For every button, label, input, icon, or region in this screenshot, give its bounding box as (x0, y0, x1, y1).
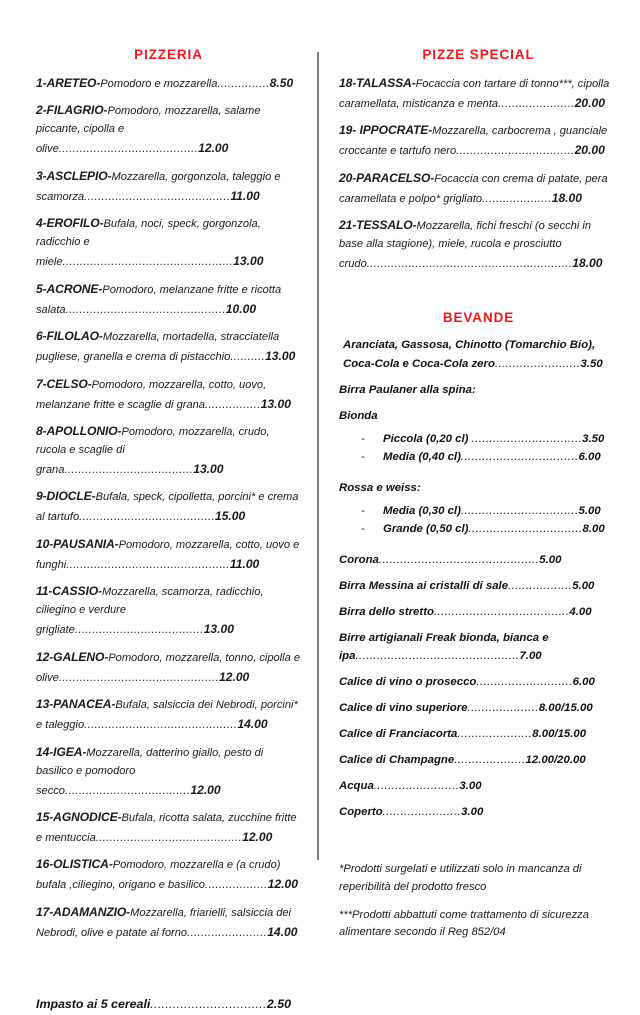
option-text (383, 431, 618, 448)
leader-dots: .................. (508, 579, 573, 592)
item-description: Pomodoro, mozzarella, tonno, cipolla e olive (36, 651, 301, 684)
leader-dots: .................... (454, 753, 526, 766)
drink-price: 4.00 (569, 605, 592, 618)
item-name: 14-IGEA- (36, 744, 87, 759)
option-price: 3.50 (582, 433, 605, 446)
special-and-drinks-column (317, 0, 640, 939)
footnote: ***Prodotti abbattuti come trattamento di sicurezza alimentare secondo il Reg 852/04 (339, 909, 589, 939)
item-name: 7-CELSO- (36, 376, 92, 391)
drink-price: 8.00/15.00 (532, 728, 587, 740)
option-price: 5.00 (578, 505, 601, 518)
item-description: Pomodoro, mozzarella, cotto, uovo e funghi (36, 538, 300, 571)
item-price: 13.00 (193, 461, 224, 476)
item-price: 14.00 (237, 717, 268, 732)
item-price: 2.50 (266, 996, 292, 1011)
item-description: Pomodoro, mozzarella, cotto, uovo, melanzane fritte e scaglie di grana (36, 378, 267, 411)
item-price: 13.00 (260, 396, 291, 411)
section-title-bevande: BEVANDE (442, 310, 515, 326)
leader-dots: .................................. (456, 145, 575, 158)
leader-dots: ........................ (494, 357, 581, 370)
option-label: Piccola (0,20 cl) (383, 433, 472, 446)
list-item (361, 503, 618, 520)
item-name: 19- IPPOCRATE- (339, 123, 433, 138)
item-description: Mozzarella, mortadella, stracciatella pugliese, granella e crema di pistacchio (36, 331, 280, 364)
drink-label: Birre artigianali Freak bionda, bianca e ipa (339, 631, 549, 663)
drink-price: 3.50 (580, 357, 603, 370)
menu-item (36, 582, 301, 640)
drink-label: Calice di vino o prosecco (339, 676, 477, 689)
item-name: 2-FILAGRIO- (36, 103, 108, 118)
item-description: Bufala, salsiccia dei Nebrodi, porcini* e taleggio (36, 699, 298, 732)
bullet-dash: - (361, 451, 365, 464)
leader-dots: .......................................... (95, 831, 243, 844)
menu-item (36, 743, 301, 801)
option-text (383, 503, 618, 520)
option-text (383, 449, 618, 466)
bullet-dash: - (361, 523, 365, 536)
item-name: 5-ACRONE- (36, 281, 103, 296)
leader-dots: .......... (230, 351, 266, 364)
footnote: *Prodotti surgelati e utilizzati solo in mancanza di reperibilità del prodotto fresco (339, 863, 582, 893)
item-name: 17-ADAMANZIO- (36, 904, 131, 919)
leader-dots: ........................ (373, 779, 460, 792)
drink-price: 12.00/20.00 (525, 753, 586, 766)
item-description: Mozzarella, gorgonzola, taleggio e scamorza (36, 170, 281, 203)
item-price: 12.00 (242, 829, 273, 844)
list-item (361, 521, 618, 538)
item-name: 8-APOLLONIO- (36, 424, 122, 439)
menu-item (36, 74, 301, 94)
drink-item (339, 803, 618, 821)
item-name: 16-OLISTICA- (36, 857, 113, 872)
bullet-dash: - (361, 505, 365, 518)
menu-item (36, 101, 301, 159)
menu-item (36, 808, 301, 848)
drink-price: 6.00 (572, 676, 595, 689)
item-description: Focaccia con tartare di tonno***, cipolla caramellata, misticanza e menta (339, 78, 610, 110)
item-price: 20.00 (574, 95, 605, 110)
drink-label: Calice di Franciacorta (339, 728, 458, 740)
leader-dots: ................................ (468, 523, 583, 536)
drink-item (339, 699, 618, 717)
menu-item (36, 327, 301, 367)
item-description: Bufala, noci, speck, gorgonzola, radicchio e miele (36, 218, 261, 269)
option-price: 6.00 (578, 451, 601, 464)
leader-dots: ....................................... (79, 511, 215, 524)
leader-dots: ................................. (460, 451, 579, 464)
leader-dots: ...................................... (433, 605, 570, 618)
section-title-pizzeria: PIZZERIA (134, 47, 203, 62)
drink-price: 3.00 (459, 779, 482, 792)
drink-price: 3.00 (461, 805, 484, 818)
leader-dots: .................................... (64, 784, 191, 797)
leader-dots: ........................................................... (366, 258, 573, 271)
leader-dots: ...................... (498, 97, 575, 110)
item-description: Pomodoro, mozzarella, crudo, rucola e scaglie di grana (36, 426, 270, 476)
item-price: 12.00 (190, 782, 221, 797)
drink-price: 7.00 (519, 650, 542, 663)
item-price: 13.00 (203, 622, 234, 637)
leader-dots: ............................... (471, 433, 583, 446)
drink-item (339, 577, 618, 595)
menu-item (36, 648, 301, 688)
item-name: 6-FILOLAO- (36, 329, 103, 344)
leader-dots: .............................................. (355, 650, 520, 663)
item-description: Mozzarella, friarielli, salsiccia dei Nebrodi, olive e patate al forno (36, 906, 292, 939)
leader-dots: ............... (217, 78, 270, 90)
option-label: Media (0,30 cl) (383, 505, 461, 518)
pizzeria-column (0, 0, 317, 1011)
leader-dots: ..................................... (74, 624, 204, 637)
leader-dots: ........................... (476, 676, 573, 689)
item-price: 11.00 (230, 188, 260, 203)
option-text (383, 521, 618, 538)
drink-price: 5.00 (539, 553, 562, 566)
option-label: Grande (0,50 cl) (383, 523, 469, 536)
menu-item (339, 216, 618, 274)
item-name: 12-GALENO- (36, 649, 109, 664)
list-item (361, 449, 618, 466)
item-description: Bufala, speck, cipolletta, porcini* e crema al tartufo (36, 491, 299, 524)
menu-item-impasto (36, 995, 301, 1015)
drink-options-rossa-weiss (339, 503, 618, 539)
drink-item (339, 603, 618, 621)
bullet-dash: - (361, 433, 365, 446)
drink-options-bionda (339, 431, 618, 467)
drink-item-soft-drinks (339, 336, 618, 373)
item-description: Bufala, ricotta salata, zucchine fritte e mentuccia (36, 812, 297, 844)
item-price: 18.00 (572, 256, 603, 271)
leader-dots: ...................... (382, 805, 462, 818)
item-description: Mozzarella, scamorza, radicchio, ciliegino e verdure grigliate (36, 586, 264, 637)
item-name: 21-TESSALO- (339, 218, 417, 233)
item-name: 10-PAUSANIA- (36, 536, 119, 551)
menu-item (339, 169, 618, 209)
drink-group-paulaner: Birra Paulaner alla spina: (339, 383, 476, 396)
leader-dots: ..................... (457, 728, 533, 740)
item-description: Mozzarella, carbocrema , guanciale croccante e tartufo nero (339, 125, 608, 158)
leader-dots: ................ (204, 398, 261, 411)
item-name: 3-ASCLEPIO- (36, 168, 112, 183)
drink-price: 8.00/15.00 (538, 702, 593, 715)
item-name: 1-ARETEO- (36, 76, 101, 90)
item-name: 15-AGNODICE- (36, 810, 122, 824)
item-price: 12.00 (267, 877, 298, 892)
leader-dots: ................................................. (62, 256, 234, 269)
item-price: 20.00 (574, 143, 605, 158)
item-price: 13.00 (265, 349, 296, 364)
leader-dots: ................................. (460, 505, 579, 518)
item-description: Pomodoro e mozzarella (100, 78, 218, 90)
footnotes (339, 861, 618, 941)
drink-group-rossa-weiss: Rossa e weiss: (339, 481, 421, 494)
option-price: 8.00 (582, 523, 605, 536)
drink-item (339, 725, 618, 743)
drink-label: Acqua (339, 779, 374, 792)
item-price: 11.00 (229, 556, 260, 571)
drink-label: Aranciata, Gassosa, Chinotto (Tomarchio Bio), Coca-Cola e Coca-Cola zero (343, 339, 596, 370)
menu-item (339, 74, 618, 114)
menu-item (36, 695, 301, 735)
item-name: Impasto ai 5 cereali (36, 996, 151, 1011)
item-price: 12.00 (219, 669, 250, 684)
leader-dots: ............................................... (66, 558, 230, 571)
drink-label: Coperto (339, 805, 383, 818)
item-price: 8.50 (269, 76, 294, 90)
option-label: Media (0,40 cl) (383, 451, 461, 464)
menu-item (36, 422, 301, 480)
drink-item (339, 551, 618, 569)
item-price: 15.00 (214, 509, 246, 524)
leader-dots: ..................................... (64, 463, 194, 476)
menu-item (36, 855, 301, 895)
item-price: 10.00 (225, 301, 257, 316)
leader-dots: .................... (467, 702, 539, 715)
menu-item (36, 535, 301, 575)
leader-dots: ....................... (187, 926, 268, 939)
drink-label: Birra Messina ai cristalli di sale (339, 579, 509, 592)
item-name: 13-PANACEA- (36, 697, 116, 712)
drink-item (339, 777, 618, 795)
drink-label: Calice di vino superiore (339, 702, 468, 715)
item-description: Pomodoro, mozzarella, salame piccante, cipolla e olive (36, 105, 261, 156)
item-description: Mozzarella, fichi freschi (o secchi in base alla stagione), miele, rucola e prosciutto crudo (339, 220, 592, 271)
item-name: 11-CASSIO- (36, 584, 102, 599)
leader-dots: .................. (204, 879, 268, 892)
leader-dots: ........................................ (58, 143, 199, 156)
item-description: Focaccia con crema di patate, pera caramellata e polpo* grigliato (339, 172, 608, 205)
leader-dots: ............................................. (378, 553, 540, 566)
item-name: 4-EROFILO- (36, 216, 104, 231)
item-description: Pomodoro, mozzarella e (a crudo) bufala ,ciliegino, origano e basilico (36, 859, 281, 892)
item-price: 18.00 (551, 190, 582, 205)
menu-item (36, 375, 301, 415)
menu-item (36, 167, 301, 207)
item-price: 12.00 (198, 141, 229, 156)
drink-label: Calice di Champagne (339, 753, 455, 766)
menu-item (36, 214, 301, 272)
leader-dots: .............................................. (58, 671, 220, 684)
drink-label: Birra dello stretto (339, 605, 434, 618)
drink-label: Corona (339, 553, 379, 566)
item-name: 9-DIOCLE- (36, 489, 96, 504)
drink-item (339, 629, 618, 666)
drink-item (339, 751, 618, 769)
menu-item (36, 487, 301, 527)
item-price: 13.00 (233, 254, 264, 269)
item-price: 14.00 (267, 924, 298, 939)
section-title-pizze-special: PIZZE SPECIAL (422, 47, 535, 62)
menu-item (36, 903, 301, 943)
leader-dots: .......................................... (84, 190, 231, 203)
item-description: Mozzarella, datterino giallo, pesto di basilico e pomodoro secco (36, 746, 264, 797)
drink-item (339, 673, 618, 691)
item-name: 20-PARACELSO- (339, 170, 435, 185)
leader-dots: ............................................ (84, 719, 238, 732)
item-description: Pomodoro, melanzane fritte e ricotta salata (36, 283, 282, 316)
drink-price: 5.00 (572, 579, 595, 592)
leader-dots: .................... (482, 192, 552, 205)
leader-dots: ............................... (150, 996, 267, 1011)
list-item (361, 431, 618, 448)
drink-group-bionda: Bionda (339, 409, 378, 422)
leader-dots: .............................................. (65, 303, 226, 316)
menu-item (36, 280, 301, 320)
item-name: 18-TALASSA- (339, 76, 416, 90)
menu-item (339, 121, 618, 161)
